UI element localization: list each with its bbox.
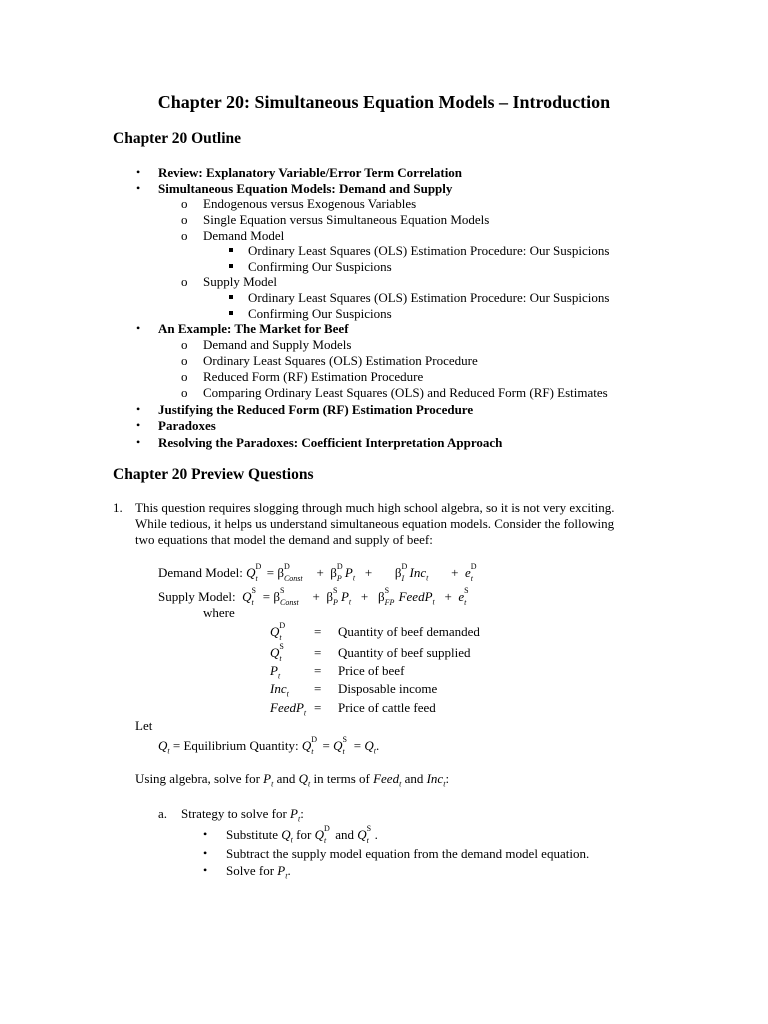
circle-bullet-icon: o xyxy=(181,196,188,211)
outline-subitem: Comparing Ordinary Least Squares (OLS) and Reduced Form (RF) Estimates xyxy=(203,385,608,400)
bullet-icon: • xyxy=(136,165,141,179)
bullet-icon: • xyxy=(136,181,141,195)
page-title: Chapter 20: Simultaneous Equation Models – Introduction xyxy=(157,92,611,112)
outline-subitem: Ordinary Least Squares (OLS) Estimation Procedure xyxy=(203,353,478,368)
outline-heading: Chapter 20 Outline xyxy=(113,130,242,147)
demand-equation: Demand Model: Q D t = β D Const + β D P $P_t$ + β D I Inc$_t$ + e D t xyxy=(158,562,477,584)
outline-item: Simultaneous Equation Models: Demand and Supply xyxy=(158,181,453,196)
var-inc: Inc$_t$ xyxy=(270,681,289,699)
equals-sign: = xyxy=(314,663,322,678)
question-text-line: This question requires slogging through much high school algebra, so it is not very exciting. xyxy=(135,500,615,515)
equilibrium-text: = Equilibrium Quantity: xyxy=(172,738,299,753)
equals-sign: = xyxy=(314,624,322,639)
part-a-text: Strategy to solve for $P_t$: xyxy=(181,806,304,824)
equals-sign: = xyxy=(314,681,322,696)
def-text: Quantity of beef supplied xyxy=(338,645,471,660)
bullet-icon: • xyxy=(136,321,141,335)
outline-subsubitem: Confirming Our Suspicions xyxy=(248,306,392,321)
square-bullet-icon xyxy=(229,295,233,299)
circle-bullet-icon: o xyxy=(181,353,188,368)
question-text-line: two equations that model the demand and supply of beef: xyxy=(135,532,433,547)
var-qd: Q D t xyxy=(270,621,286,643)
outline-item: Paradoxes xyxy=(158,418,216,433)
solve-instruction: Using algebra, solve for $P_t$ and $Q_t$ in terms of Feed$_t$ and Inc$_t$: xyxy=(135,771,450,789)
circle-bullet-icon: o xyxy=(181,228,188,243)
step-1: Substitute $Q_t$ for Q D t and Q S t . xyxy=(226,824,378,846)
var-qs: Q S t xyxy=(270,642,284,664)
bullet-icon: • xyxy=(203,846,208,860)
bullet-icon: • xyxy=(203,863,208,877)
equals-sign: = xyxy=(314,645,322,660)
outline-subitem: Supply Model xyxy=(203,274,278,289)
outline-subsubitem: Ordinary Least Squares (OLS) Estimation Procedure: Our Suspicions xyxy=(248,243,610,258)
square-bullet-icon xyxy=(229,248,233,252)
outline-item: Resolving the Paradoxes: Coefficient Interpretation Approach xyxy=(158,435,503,450)
demand-model-label: Demand Model: xyxy=(158,565,243,580)
supply-equation: Supply Model: Q S t = β S Const + β S P $P_t + \beta$ S FP FeedP$_t$ + e S t xyxy=(158,586,469,608)
outline-subitem: Demand Model xyxy=(203,228,285,243)
circle-bullet-icon: o xyxy=(181,212,188,227)
var-p: $P_t$ xyxy=(270,663,281,681)
step-3-text: Solve for xyxy=(226,863,275,878)
preview-heading: Chapter 20 Preview Questions xyxy=(113,466,314,483)
strategy-text: Strategy to solve for xyxy=(181,806,287,821)
outline-subsubitem: Ordinary Least Squares (OLS) Estimation Procedure: Our Suspicions xyxy=(248,290,610,305)
def-text: Price of beef xyxy=(338,663,405,678)
bullet-icon: • xyxy=(136,435,141,449)
step-1-text: Substitute xyxy=(226,827,279,842)
outline-subitem: Reduced Form (RF) Estimation Procedure xyxy=(203,369,424,384)
circle-bullet-icon: o xyxy=(181,274,188,289)
question-text-line: While tedious, it helps us understand simultaneous equation models. Consider the following xyxy=(135,516,615,531)
def-text: Price of cattle feed xyxy=(338,700,436,715)
solve-text: Using algebra, solve for xyxy=(135,771,260,786)
square-bullet-icon xyxy=(229,264,233,268)
equilibrium-line: $Q_t$ = Equilibrium Quantity: Q D t = Q S t = $Q_t$. xyxy=(158,735,380,757)
part-a-label: a. xyxy=(158,806,168,821)
where-label: where xyxy=(203,605,235,620)
outline-subitem: Single Equation versus Simultaneous Equation Models xyxy=(203,212,490,227)
let-label: Let xyxy=(135,718,153,733)
bullet-icon: • xyxy=(136,418,141,432)
var-feed: FeedP$_t$ xyxy=(270,700,307,718)
step-3: Solve for $P_t$. xyxy=(226,863,291,881)
bullet-icon: • xyxy=(136,402,141,416)
question-number: 1. xyxy=(113,500,123,515)
outline-subitem: Demand and Supply Models xyxy=(203,337,352,352)
outline-subsubitem: Confirming Our Suspicions xyxy=(248,259,392,274)
outline-item: Justifying the Reduced Form (RF) Estimation Procedure xyxy=(158,402,474,417)
supply-model-label: Supply Model: xyxy=(158,589,236,604)
def-text: Disposable income xyxy=(338,681,438,696)
outline-item: Review: Explanatory Variable/Error Term Correlation xyxy=(158,165,463,180)
square-bullet-icon xyxy=(229,311,233,315)
bullet-icon: • xyxy=(203,827,208,841)
equals-sign: = xyxy=(314,700,322,715)
circle-bullet-icon: o xyxy=(181,337,188,352)
outline-item: An Example: The Market for Beef xyxy=(158,321,349,336)
circle-bullet-icon: o xyxy=(181,385,188,400)
step-2: Subtract the supply model equation from the demand model equation. xyxy=(226,846,590,861)
circle-bullet-icon: o xyxy=(181,369,188,384)
def-text: Quantity of beef demanded xyxy=(338,624,480,639)
outline-subitem: Endogenous versus Exogenous Variables xyxy=(203,196,417,211)
